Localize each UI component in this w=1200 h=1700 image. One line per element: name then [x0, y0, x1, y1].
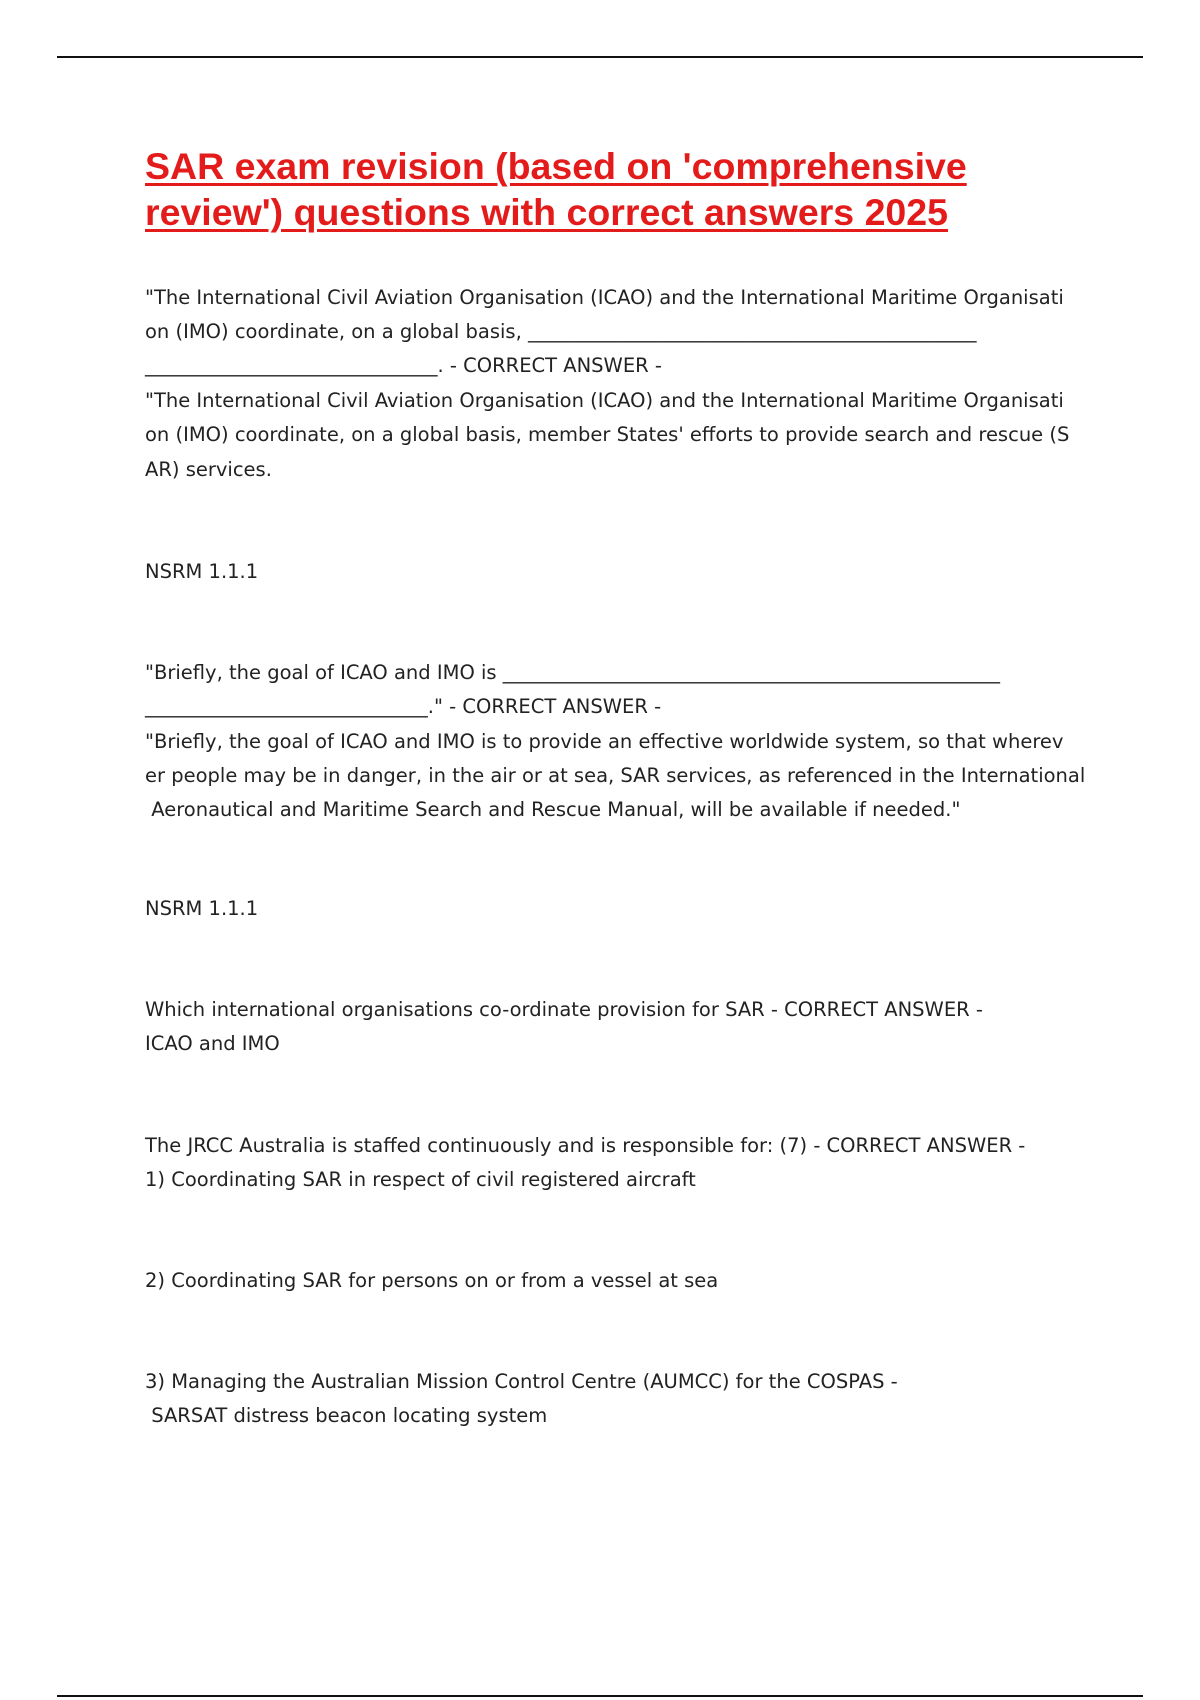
q2-answer-line-1: "Briefly, the goal of ICAO and IMO is to provide an effective worldwide system, so that wherev [145, 730, 1064, 753]
q1-text-line-1: "The International Civil Aviation Organisation (ICAO) and the International Maritime Organisati [145, 286, 1064, 309]
q1-answer-line-2: on (IMO) coordinate, on a global basis, member States' efforts to provide search and rescue (S [145, 423, 1070, 446]
q4-item-3-line-1: 3) Managing the Australian Mission Control Centre (AUMCC) for the COSPAS - [145, 1370, 898, 1393]
q3-answer: ICAO and IMO [145, 1032, 280, 1055]
title-line-1: SAR exam revision (based on 'comprehensive [145, 145, 967, 187]
document-title [145, 143, 1065, 235]
q4-item-1: 1) Coordinating SAR in respect of civil registered aircraft [145, 1168, 696, 1191]
q2-text-line-1: "Briefly, the goal of ICAO and IMO is ___________________________________________________ [145, 661, 1001, 684]
q1-answer-line-3: AR) services. [145, 458, 272, 481]
q3-text-line-1: Which international organisations co-ordinate provision for SAR - CORRECT ANSWER - [145, 998, 983, 1021]
title-line-2: review') questions with correct answers 2025 [145, 191, 948, 233]
q2-answer-line-3: Aeronautical and Maritime Search and Rescue Manual, will be available if needed." [145, 798, 961, 821]
q2-text-line-2: _____________________________." - CORRECT ANSWER - [145, 695, 662, 718]
q1-answer-line-1: "The International Civil Aviation Organisation (ICAO) and the International Maritime Organisati [145, 389, 1064, 412]
q2-answer-line-2: er people may be in danger, in the air or at sea, SAR services, as referenced in the International [145, 764, 1086, 787]
bottom-rule [57, 1695, 1143, 1697]
q4-item-3-line-2: SARSAT distress beacon locating system [145, 1404, 548, 1427]
q1-reference: NSRM 1.1.1 [145, 560, 259, 583]
q4-text-line-1: The JRCC Australia is staffed continuously and is responsible for: (7) - CORRECT ANSWER - [145, 1134, 1026, 1157]
q1-text-line-3: ______________________________. - CORRECT ANSWER - [145, 354, 662, 377]
q4-item-2: 2) Coordinating SAR for persons on or from a vessel at sea [145, 1269, 719, 1292]
q1-text-line-2: on (IMO) coordinate, on a global basis, ______________________________________________ [145, 320, 977, 343]
top-rule [57, 56, 1143, 58]
q2-reference: NSRM 1.1.1 [145, 897, 259, 920]
